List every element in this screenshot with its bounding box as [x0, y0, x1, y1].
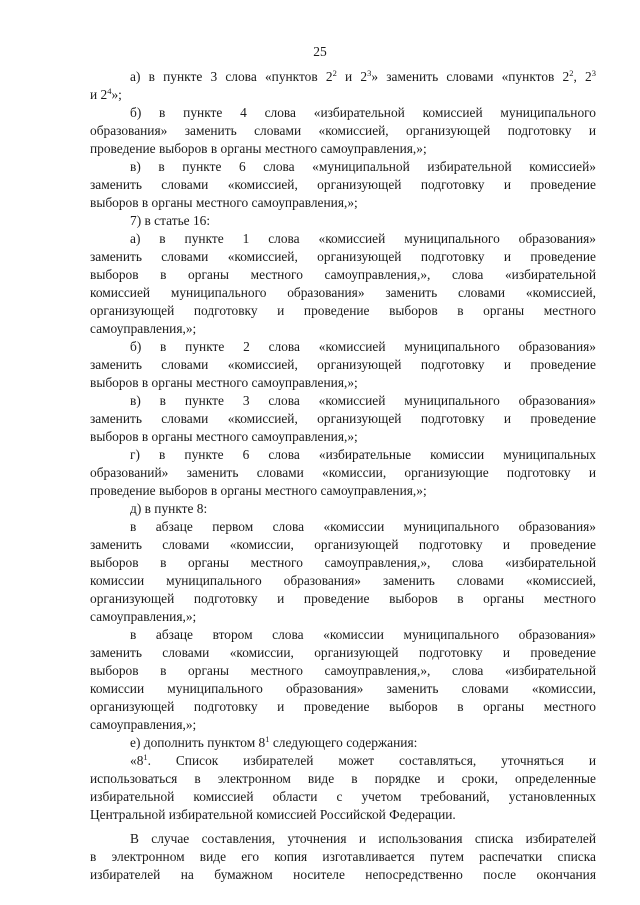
text-segment: избирателей на бумажном носителе непосредственно после окончания: [90, 867, 596, 882]
text-segment: , 2: [573, 69, 592, 84]
text-line: [90, 662, 596, 680]
text-segment: в абзаце втором слова «комиссии муниципального образования»: [130, 627, 596, 642]
text-segment: »;: [111, 87, 122, 102]
text-line: [90, 848, 596, 866]
text-segment: е) дополнить пунктом 8: [130, 735, 266, 750]
superscript: 2: [332, 68, 337, 78]
text-segment: и 2: [336, 69, 368, 84]
text-line: [90, 68, 596, 86]
text-segment: в абзаце первом слова «комиссии муниципального образования»: [130, 519, 596, 534]
text-line: [90, 284, 596, 302]
text-line: [90, 302, 596, 320]
text-segment: выборов в органы местного самоуправления,», слова «избирательной: [90, 555, 596, 570]
text-segment: заменить словами «комиссии, организующей подготовку и проведение: [90, 645, 596, 660]
superscript: 3: [367, 68, 372, 78]
text-segment: «8: [130, 753, 144, 768]
text-line: [90, 356, 596, 374]
text-segment: использоваться в электронном виде в порядке и сроки, определенные: [90, 771, 596, 786]
superscript: 4: [107, 86, 112, 96]
text-line: [90, 104, 596, 122]
text-segment: заменить словами «комиссией, организующей подготовку и проведение: [90, 411, 596, 426]
text-line: [90, 212, 596, 230]
text-line: [90, 716, 596, 734]
text-line: [90, 518, 596, 536]
text-line: [90, 86, 596, 104]
text-line: [90, 266, 596, 284]
text-segment: комиссии муниципального образования» заменить словами «комиссии,: [90, 681, 596, 696]
superscript: 3: [591, 68, 596, 78]
text-line: [90, 122, 596, 140]
text-segment: г) в пункте 6 слова «избирательные комиссии муниципальных: [130, 447, 596, 462]
text-segment: 7) в статье 16:: [130, 213, 211, 228]
text-line: [90, 320, 596, 338]
text-line: [90, 644, 596, 662]
text-segment: организующей подготовку и проведение выборов в органы местного: [90, 591, 596, 606]
text-line: [90, 482, 596, 500]
text-line: [90, 500, 596, 518]
text-segment: проведение выборов в органы местного самоуправления,»;: [90, 141, 427, 156]
text-segment: а) в пункте 3 слова «пунктов 2: [130, 69, 333, 84]
superscript: 2: [569, 68, 574, 78]
text-segment: проведение выборов в органы местного самоуправления,»;: [90, 483, 427, 498]
text-segment: и 2: [90, 87, 108, 102]
text-segment: выборов в органы местного самоуправления,»;: [90, 375, 358, 390]
text-segment: б) в пункте 2 слова «комиссией муниципального образования»: [130, 339, 596, 354]
text-line: [90, 176, 596, 194]
page-number: 25: [313, 44, 327, 59]
text-line: [90, 680, 596, 698]
text-segment: в электронном виде его копия изготавливается путем распечатки списка: [90, 849, 596, 864]
text-segment: комиссии муниципального образования» заменить словами «комиссией,: [90, 573, 596, 588]
text-line: [90, 608, 596, 626]
text-line: [90, 806, 596, 824]
text-segment: выборов в органы местного самоуправления,»;: [90, 195, 358, 210]
text-line: [90, 410, 596, 428]
text-line: [90, 770, 596, 788]
text-segment: образования» заменить словами «комиссией, организующей подготовку и: [90, 123, 596, 138]
text-segment: самоуправления,»;: [90, 321, 197, 336]
text-segment: организующей подготовку и проведение выборов в органы местного: [90, 699, 596, 714]
text-line: [90, 140, 596, 158]
text-segment: самоуправления,»;: [90, 717, 197, 732]
text-line: [90, 734, 596, 752]
text-segment: а) в пункте 1 слова «комиссией муниципального образования»: [130, 231, 596, 246]
text-line: [90, 338, 596, 356]
text-segment: заменить словами «комиссией, организующей подготовку и проведение: [90, 357, 596, 372]
text-line: [90, 698, 596, 716]
text-segment: Центральной избирательной комиссией Российской Федерации.: [90, 807, 456, 822]
text-line: [90, 536, 596, 554]
text-line: [90, 158, 596, 176]
text-line: [90, 428, 596, 446]
text-segment: выборов в органы местного самоуправления,», слова «избирательной: [90, 267, 596, 282]
text-line: [90, 788, 596, 806]
text-segment: заменить словами «комиссии, организующей подготовку и проведение: [90, 537, 596, 552]
text-segment: заменить словами «комиссией, организующей подготовку и проведение: [90, 177, 596, 192]
text-segment: б) в пункте 4 слова «избирательной комиссией муниципального: [130, 105, 596, 120]
superscript: 1: [143, 752, 148, 762]
text-segment: выборов в органы местного самоуправления,», слова «избирательной: [90, 663, 596, 678]
text-segment: избирательной комиссией области с учетом требований, установленных: [90, 789, 596, 804]
text-line: [90, 554, 596, 572]
text-segment: » заменить словами «пунктов 2: [371, 69, 570, 84]
text-line: [90, 392, 596, 410]
text-segment: следующего содержания:: [269, 735, 418, 750]
text-segment: образований» заменить словами «комиссии, организующие подготовку и: [90, 465, 596, 480]
text-line: [90, 248, 596, 266]
text-line: [90, 866, 596, 884]
text-segment: в) в пункте 3 слова «комиссией муниципального образования»: [130, 393, 596, 408]
text-segment: самоуправления,»;: [90, 609, 197, 624]
text-line: [90, 446, 596, 464]
superscript: 1: [265, 734, 270, 744]
text-segment: заменить словами «комиссией, организующей подготовку и проведение: [90, 249, 596, 264]
document-body: [90, 68, 596, 884]
text-segment: . Список избирателей может составляться, уточняться и: [147, 753, 596, 768]
text-line: [90, 572, 596, 590]
text-segment: организующей подготовку и проведение выборов в органы местного: [90, 303, 596, 318]
text-segment: д) в пункте 8:: [130, 501, 208, 516]
text-line: [90, 230, 596, 248]
text-line: [90, 752, 596, 770]
text-line: [90, 194, 596, 212]
text-line: [90, 830, 596, 848]
text-segment: комиссией муниципального образования» заменить словами «комиссией,: [90, 285, 596, 300]
text-line: [90, 626, 596, 644]
text-line: [90, 464, 596, 482]
text-line: [90, 590, 596, 608]
text-segment: в) в пункте 6 слова «муниципальной избирательной комиссией»: [130, 159, 596, 174]
text-segment: В случае составления, уточнения и использования списка избирателей: [130, 831, 596, 846]
text-segment: выборов в органы местного самоуправления,»;: [90, 429, 358, 444]
text-line: [90, 374, 596, 392]
